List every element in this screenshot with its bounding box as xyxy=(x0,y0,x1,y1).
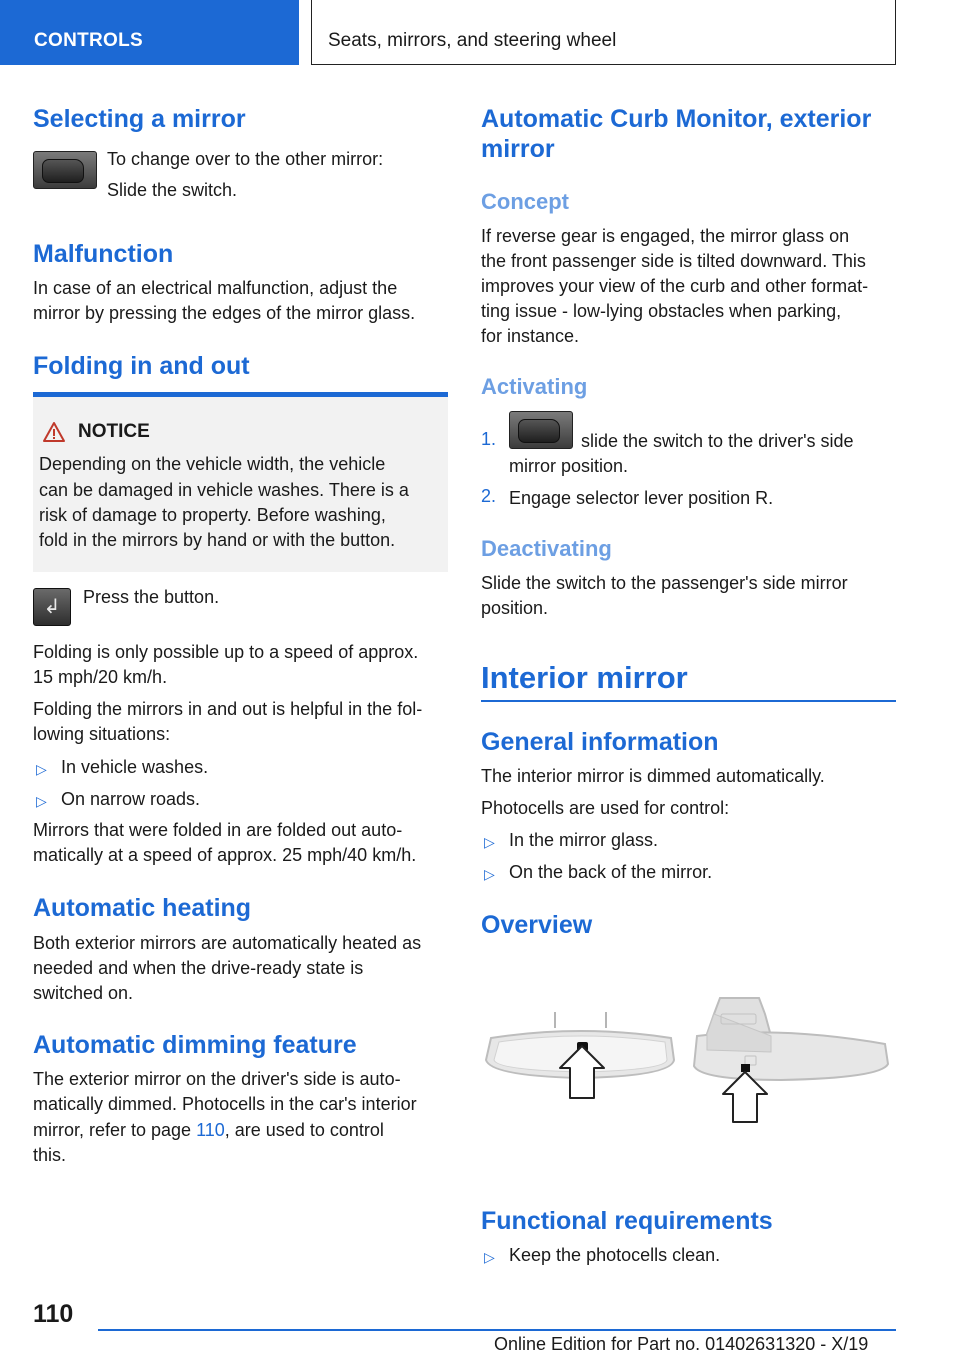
mirror-switch-icon xyxy=(33,151,97,189)
concept-text-5: for instance. xyxy=(481,326,580,346)
heating-text-1: Both exterior mirrors are automatically heated as xyxy=(33,933,422,953)
list-item: In the mirror glass. xyxy=(509,830,659,850)
dimming-text-3b: , are used to control xyxy=(224,1120,384,1140)
interior-mirror-illustration xyxy=(481,990,896,1130)
concept-text-4: ting issue - low-lying obstacles when parking, xyxy=(481,301,842,321)
folding-heading: Folding in and out xyxy=(33,352,250,380)
heating-text-3: switched on. xyxy=(33,983,134,1003)
notice-title: NOTICE xyxy=(78,421,150,442)
deactivating-heading: Deactivating xyxy=(481,536,612,561)
step2-text: Engage selector lever position R. xyxy=(509,488,774,508)
triangle-bullet-icon: ▷ xyxy=(484,834,495,850)
page-number: 110 xyxy=(33,1300,74,1328)
mirror-switch-icon xyxy=(509,411,573,449)
general-text-2: Photocells are used for control: xyxy=(481,798,730,818)
press-button-text: Press the button. xyxy=(83,587,220,607)
dimming-text-3a: mirror, refer to page xyxy=(33,1120,197,1140)
section-rule xyxy=(481,700,896,702)
folding-p2-1: Folding the mirrors in and out is helpful in the fol‐ xyxy=(33,699,423,719)
notice-text-1: Depending on the vehicle width, the vehicle xyxy=(39,454,386,474)
triangle-bullet-icon: ▷ xyxy=(36,793,47,809)
notice-text-4: fold in the mirrors by hand or with the button. xyxy=(39,530,396,550)
dimming-text-2: matically dimmed. Photocells in the car's interior xyxy=(33,1094,417,1114)
step-number: 1. xyxy=(481,429,497,449)
activating-heading: Activating xyxy=(481,374,588,399)
folding-p1-1: Folding is only possible up to a speed of approx. xyxy=(33,642,419,662)
selecting-text-1: To change over to the other mirror: xyxy=(107,149,384,169)
notice-box xyxy=(33,397,448,572)
dimming-text-4: this. xyxy=(33,1145,67,1165)
selecting-text-2: Slide the switch. xyxy=(107,180,238,200)
concept-text-3: improves your view of the curb and other format‐ xyxy=(481,276,869,296)
dimming-text-1: The exterior mirror on the driver's side is auto‐ xyxy=(33,1069,401,1089)
selecting-mirror-heading: Selecting a mirror xyxy=(33,105,246,133)
malfunction-text-1: In case of an electrical malfunction, adjust the xyxy=(33,278,398,298)
dimming-text-3 xyxy=(33,1118,384,1143)
dimming-heading: Automatic dimming feature xyxy=(33,1031,357,1059)
folded-text-2: matically at a speed of approx. 25 mph/40 km/h. xyxy=(33,845,417,865)
general-info-heading: General information xyxy=(481,728,719,756)
deactivating-text-2: position. xyxy=(481,598,549,618)
list-item: Keep the photocells clean. xyxy=(509,1245,721,1265)
triangle-bullet-icon: ▷ xyxy=(484,866,495,882)
page-link[interactable]: 110 xyxy=(196,1120,225,1140)
curb-monitor-heading-2: mirror xyxy=(481,135,555,163)
mirror-fold-button-icon: ↲ xyxy=(33,588,71,626)
list-item: On the back of the mirror. xyxy=(509,862,713,882)
heating-heading: Automatic heating xyxy=(33,894,252,922)
warning-triangle-icon xyxy=(42,421,66,443)
list-item: In vehicle washes. xyxy=(61,757,209,777)
overview-heading: Overview xyxy=(481,911,593,939)
deactivating-text-1: Slide the switch to the passenger's side mirror xyxy=(481,573,848,593)
interior-mirror-heading: Interior mirror xyxy=(481,660,688,695)
folded-text-1: Mirrors that were folded in are folded out auto‐ xyxy=(33,820,403,840)
edition-text: Online Edition for Part no. 01402631320 - X/19 xyxy=(494,1334,869,1354)
section-tab: CONTROLS xyxy=(0,0,299,65)
list-item: On narrow roads. xyxy=(61,789,201,809)
malfunction-heading: Malfunction xyxy=(33,240,174,268)
notice-text-2: can be damaged in vehicle washes. There is a xyxy=(39,480,409,500)
step1-text-1: slide the switch to the driver's side xyxy=(581,431,854,451)
step-number: 2. xyxy=(481,486,497,506)
general-text-1: The interior mirror is dimmed automatically. xyxy=(481,766,825,786)
notice-text-3: risk of damage to property. Before washing, xyxy=(39,505,386,525)
triangle-bullet-icon: ▷ xyxy=(36,761,47,777)
folding-p2-2: lowing situations: xyxy=(33,724,171,744)
step1-text-2: mirror position. xyxy=(509,456,629,476)
malfunction-text-2: mirror by pressing the edges of the mirror glass. xyxy=(33,303,416,323)
footer-rule xyxy=(98,1329,896,1331)
functional-requirements-heading: Functional requirements xyxy=(481,1207,773,1235)
folding-p1-2: 15 mph/20 km/h. xyxy=(33,667,168,687)
curb-monitor-heading-1: Automatic Curb Monitor, exterior xyxy=(481,105,872,133)
concept-heading: Concept xyxy=(481,189,569,214)
heating-text-2: needed and when the drive-ready state is xyxy=(33,958,364,978)
chapter-title: Seats, mirrors, and steering wheel xyxy=(311,0,896,65)
concept-text-1: If reverse gear is engaged, the mirror glass on xyxy=(481,226,850,246)
concept-text-2: the front passenger side is tilted downward. This xyxy=(481,251,866,271)
triangle-bullet-icon: ▷ xyxy=(484,1249,495,1265)
